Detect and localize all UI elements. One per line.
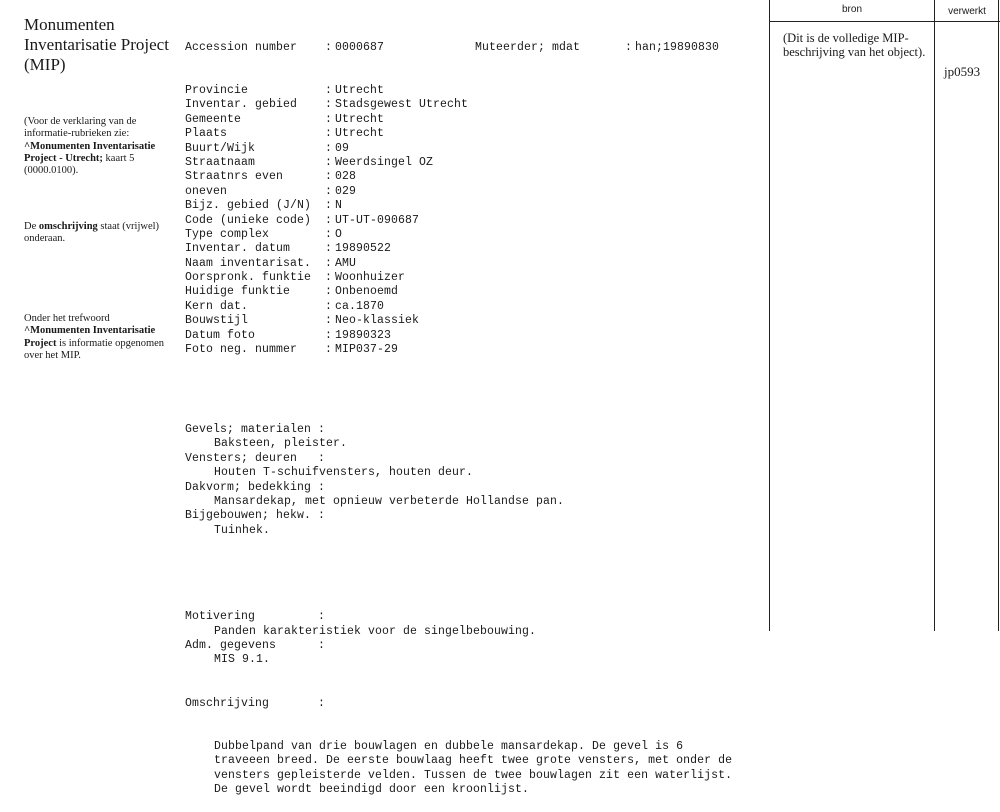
- record-value: Weerdsingel OZ: [335, 155, 434, 169]
- omschrijving-line: traveeen breed. De eerste bouwlaag heeft twee grote vensters, met onder de: [214, 754, 733, 768]
- record-sections: [185, 423, 732, 538]
- note-trefwoord-text1: Onder het trefwoord: [24, 313, 110, 324]
- note-trefwoord-bold: ^Monumenten Inventarisatie Project: [24, 325, 156, 349]
- record-field-row: [185, 314, 732, 328]
- section-label: Bijgebouwen; hekw. :: [185, 509, 326, 523]
- record-colon: :: [325, 256, 333, 270]
- record-value: Utrecht: [335, 127, 385, 141]
- record-value: han;19890830: [635, 40, 720, 54]
- bron-header: bron: [841, 4, 862, 15]
- record-colon: :: [325, 127, 333, 141]
- record-value: 029: [335, 184, 357, 198]
- record-label: Buurt/Wijk: [185, 141, 256, 155]
- record-value: Woonhuizer: [335, 271, 406, 285]
- record-field-row: [185, 285, 732, 299]
- record-value: Neo-klassiek: [335, 314, 420, 328]
- note-omschrijving-bold: omschrijving: [38, 221, 98, 232]
- section-value: Baksteen, pleister.: [214, 437, 348, 451]
- column-divider: [998, 0, 999, 631]
- section-value: Houten T-schuifvensters, houten deur.: [214, 466, 474, 480]
- record-colon: :: [325, 199, 333, 213]
- record-label: Inventar. datum: [185, 242, 291, 256]
- record-value: Utrecht: [335, 112, 385, 126]
- record-label: Kern dat.: [185, 299, 249, 313]
- note-verklaring-bold: ^Monumenten Inventarisatie Project - Utrecht;: [24, 140, 156, 164]
- record-label: Muteerder; mdat: [475, 40, 581, 54]
- record-label: Inventar. gebied: [185, 98, 298, 112]
- record-value: Onbenoemd: [335, 285, 399, 299]
- column-divider: [769, 0, 770, 631]
- omschrijving-line: De gevel wordt beeindigd door een kroonlijst.: [214, 782, 530, 796]
- record-label: Datum foto: [185, 328, 256, 342]
- record-value: O: [335, 227, 343, 241]
- record-label: Type complex: [185, 227, 270, 241]
- record-value: UT-UT-090687: [335, 213, 420, 227]
- record-colon: :: [325, 227, 333, 241]
- record-label: Huidige funktie: [185, 285, 291, 299]
- omschrijving-line: vensters gepleisterde velden. Tussen de twee bouwlagen zit een waterlijst.: [214, 768, 733, 782]
- record-label: oneven: [185, 184, 228, 198]
- record-label: Foto neg. nummer: [185, 343, 298, 357]
- record-field-row: [185, 271, 732, 285]
- record-field-row: [185, 228, 732, 242]
- note-verklaring-text2: kaart 5 (0000.0100).: [24, 152, 135, 177]
- record-colon: :: [325, 98, 333, 112]
- record-header-row: Accession number : 0000687 Muteerder; mdat : han;19890830: [185, 40, 720, 54]
- section-value: MIS 9.1.: [214, 653, 271, 667]
- record-field-row: [185, 214, 732, 228]
- record-colon: :: [325, 84, 333, 98]
- bron-text: (Dit is de volledige MIP-beschrijving van het object).: [783, 31, 926, 59]
- verwerkt-header: verwerkt: [948, 6, 986, 17]
- section-label: Adm. gegevens :: [185, 638, 326, 652]
- record-field-row: [185, 199, 732, 213]
- record-value: ca.1870: [335, 299, 385, 313]
- record-colon: :: [325, 285, 333, 299]
- column-divider: [934, 0, 935, 631]
- record-field-row: [185, 170, 732, 184]
- note-omschrijving-text1: De: [24, 221, 37, 232]
- record-label: Gemeente: [185, 112, 242, 126]
- record-value: 19890323: [335, 328, 392, 342]
- record-colon: :: [325, 328, 333, 342]
- record-colon: :: [325, 155, 333, 169]
- record-colon: :: [325, 314, 333, 328]
- note-trefwoord-text2: is informatie opgenomen over het MIP.: [24, 337, 165, 361]
- record-colon: :: [325, 141, 333, 155]
- record-label: Bouwstijl: [185, 314, 249, 328]
- section-value: Tuinhek.: [214, 523, 271, 537]
- record-value: MIP037-29: [335, 343, 399, 357]
- record-value: Stadsgewest Utrecht: [335, 98, 469, 112]
- record-field-row: [185, 113, 732, 127]
- record-colon: :: [325, 184, 333, 198]
- record-colon: :: [325, 299, 333, 313]
- note-omschrijving: [24, 221, 174, 246]
- record-value: 028: [335, 170, 357, 184]
- record-label: Accession number: [185, 40, 298, 54]
- section-value: Panden karakteristiek voor de singelbebouwing.: [214, 624, 537, 638]
- section-label: Gevels; materialen :: [185, 423, 326, 437]
- record-label: Naam inventarisat.: [185, 256, 312, 270]
- section-label: Motivering :: [185, 610, 326, 624]
- section-value: Mansardekap, met opnieuw verbeterde Hollandse pan.: [214, 495, 565, 509]
- record-label: Provincie: [185, 84, 249, 98]
- left-title: Monumenten Inventarisatie Project (MIP): [24, 15, 169, 74]
- record-label: Bijz. gebied (J/N): [185, 199, 312, 213]
- record-fields: [185, 84, 732, 357]
- note-verklaring: [24, 116, 174, 177]
- record-field-row: [185, 185, 732, 199]
- record-value: N: [335, 199, 343, 213]
- record-field-row: [185, 98, 732, 112]
- record-field-row: [185, 156, 732, 170]
- mip-record: [185, 12, 732, 812]
- record-colon: :: [325, 271, 333, 285]
- omschrijving-label: Omschrijving :: [185, 696, 326, 710]
- record-colon: :: [325, 242, 333, 256]
- record-colon: :: [325, 213, 333, 227]
- record-field-row: [185, 343, 732, 357]
- section-label: Dakvorm; bedekking :: [185, 480, 326, 494]
- record-field-row: [185, 242, 732, 256]
- record-field-row: [185, 329, 732, 343]
- record-colon: :: [325, 343, 333, 357]
- record-value: 19890522: [335, 242, 392, 256]
- note-trefwoord: [24, 313, 174, 362]
- omschrijving-line: Dubbelpand van drie bouwlagen en dubbele mansardekap. De gevel is 6: [214, 739, 684, 753]
- record-value: Utrecht: [335, 84, 385, 98]
- record-label: Straatnaam: [185, 155, 256, 169]
- record-value: 09: [335, 141, 350, 155]
- record-label: Straatnrs even: [185, 170, 284, 184]
- record-sections-2: [185, 610, 732, 668]
- record-field-row: [185, 257, 732, 271]
- note-omschrijving-text2: staat (vrijwel) onderaan.: [24, 221, 160, 245]
- record-label: Code (unieke code): [185, 213, 312, 227]
- omschrijving-text: [185, 740, 732, 798]
- record-field-row: [185, 84, 732, 98]
- record-value: 0000687: [335, 40, 385, 54]
- record-colon: :: [325, 170, 333, 184]
- record-value: AMU: [335, 256, 357, 270]
- record-label: Oorspronk. funktie: [185, 271, 312, 285]
- note-verklaring-text1: (Voor de verklaring van de informatie-rubrieken zie:: [24, 116, 137, 140]
- record-field-row: [185, 142, 732, 156]
- record-label: Plaats: [185, 127, 228, 141]
- record-field-row: [185, 300, 732, 314]
- header-divider: [769, 21, 1000, 22]
- record-field-row: [185, 127, 732, 141]
- verwerkt-text: jp0593: [944, 64, 981, 79]
- section-label: Vensters; deuren :: [185, 451, 326, 465]
- record-colon: :: [325, 112, 333, 126]
